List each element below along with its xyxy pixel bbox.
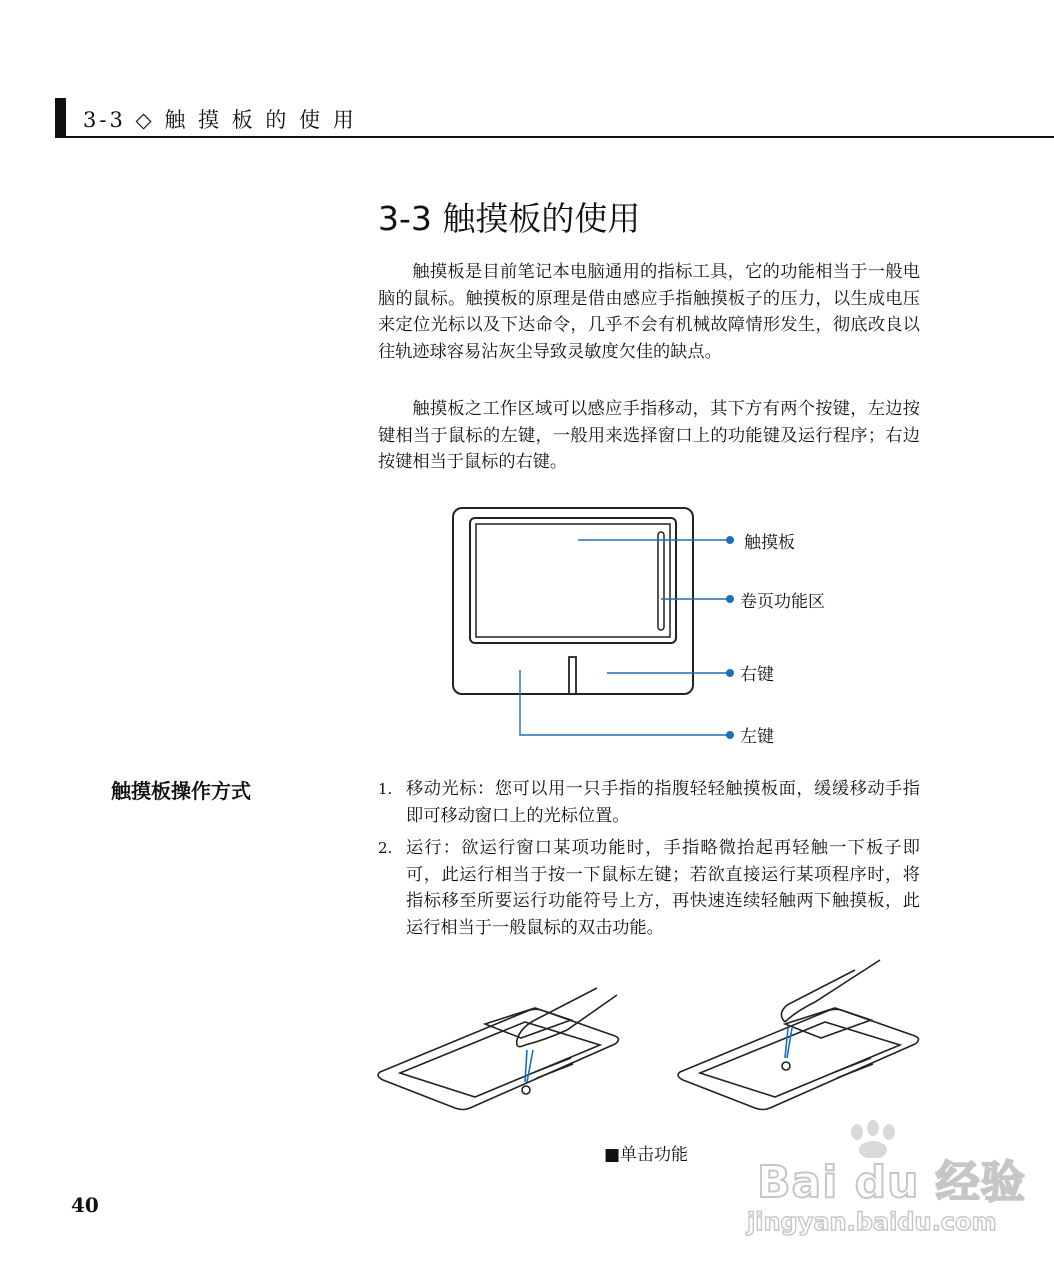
step-text: 运行：欲运行窗口某项功能时，手指略微抬起再轻触一下板子即可，此运行相当于按一下鼠标左键；若欲直接运行某项程序时，将指标移至所要运行功能符号上方，再快速连续轻触两下触摸板，此运行相当于一般鼠标的双击功能。 <box>406 838 920 938</box>
tap-illustration-left <box>378 988 618 1110</box>
tap-illustrations-svg <box>375 950 935 1135</box>
running-header <box>55 98 1054 138</box>
leader-dot-right-button <box>726 669 734 677</box>
operation-steps <box>378 776 920 947</box>
label-right-button: 右键 <box>740 665 774 685</box>
scroll-strip <box>658 532 664 630</box>
operation-heading: 触摸板操作方式 <box>111 779 251 803</box>
paragraph-buttons: 触摸板之工作区域可以感应手指移动，其下方有两个按键，左边按键相当于鼠标的左键，一般用来选择窗口上的功能键及运行程序；右边按键相当于鼠标的右键。 <box>378 399 920 472</box>
label-scroll-area: 卷页功能区 <box>740 592 825 612</box>
page-number: 40 <box>71 1193 99 1217</box>
watermark-brand: Bai du 经验 <box>757 1157 1026 1208</box>
touchpad-outer-frame <box>453 508 693 694</box>
label-left-button: 左键 <box>740 727 774 747</box>
leader-dot-left-button <box>726 731 734 739</box>
step-item <box>378 835 920 941</box>
section-title: 3-3 触摸板的使用 <box>378 199 641 238</box>
label-touchpad: 触摸板 <box>744 533 795 553</box>
header-text: 3-3 ◇ 触 摸 板 的 使 用 <box>83 108 357 132</box>
button-divider <box>569 657 576 694</box>
watermark-domain: jingyan.baidu.com <box>747 1208 997 1236</box>
leader-left-button <box>520 670 730 735</box>
step-number: 2. <box>378 839 393 857</box>
leader-dot-scroll <box>726 595 734 603</box>
header-bar <box>55 98 66 136</box>
step-text: 移动光标：您可以用一只手指的指腹轻轻触摸板面，缓缓移动手指即可移动窗口上的光标位置。 <box>406 779 920 826</box>
step-item <box>378 776 920 829</box>
leader-dot-touchpad <box>726 536 734 544</box>
touchpad-surface-inner <box>476 524 670 637</box>
touchpad-surface-frame <box>470 518 676 643</box>
figure-caption: ■单击功能 <box>604 1145 689 1165</box>
tap-illustration-right <box>678 960 918 1110</box>
paragraph-intro: 触摸板是目前笔记本电脑通用的指标工具，它的功能相当于一般电脑的鼠标。触摸板的原理是借由感应手指触摸板子的压力，以生成电压来定位光标以及下达命令，几乎不会有机械故障情形发生，彻底改良以往轨迹球容易沾灰尘导致灵敏度欠佳的缺点。 <box>378 262 920 362</box>
touchpad-diagram <box>440 495 840 754</box>
step-number: 1. <box>378 780 393 798</box>
tap-illustrations <box>375 950 935 1139</box>
